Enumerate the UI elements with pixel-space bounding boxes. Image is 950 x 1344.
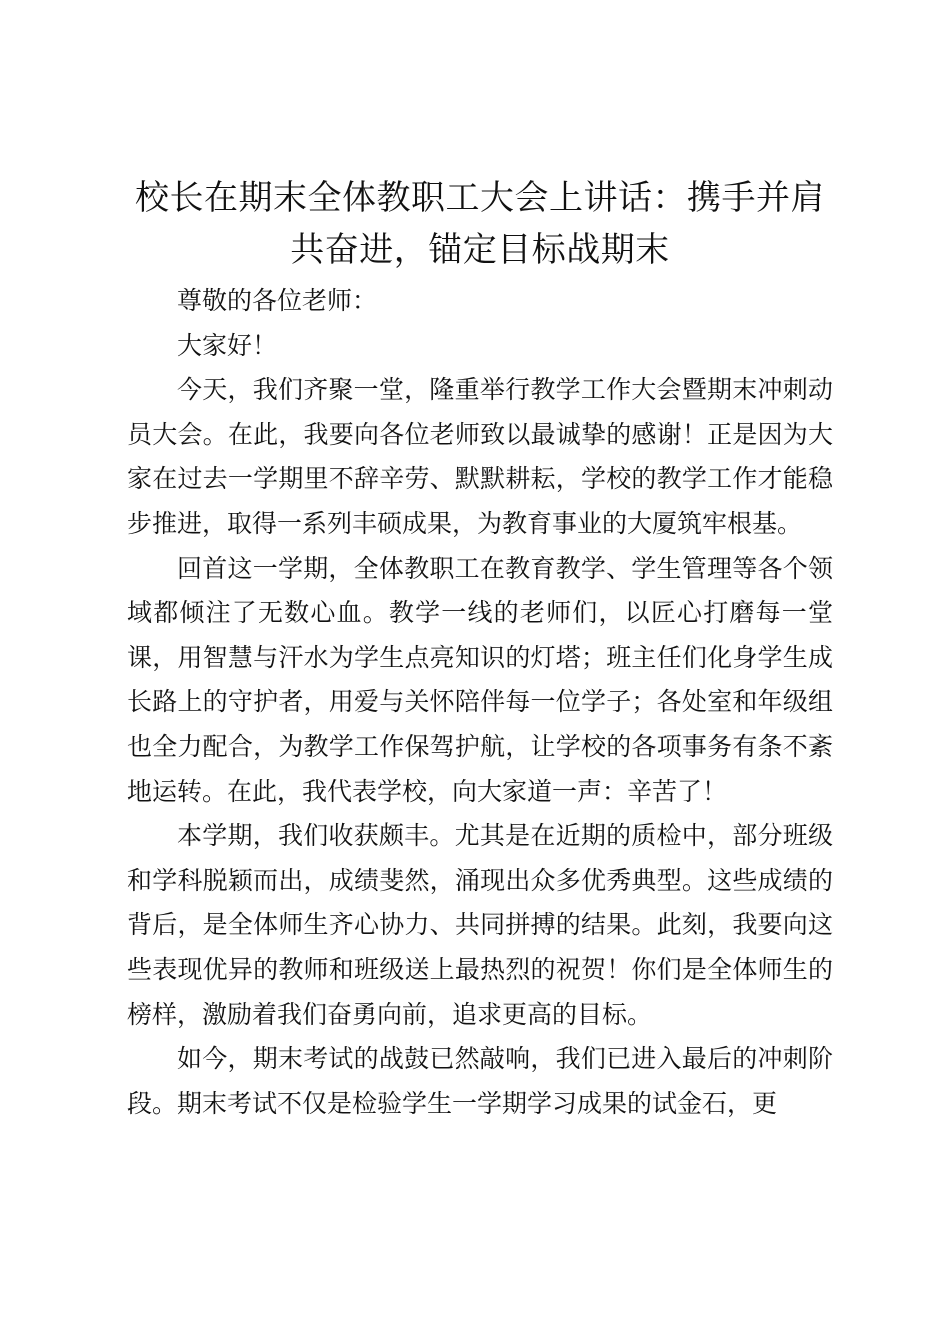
body-paragraph: 回首这一学期，全体教职工在教育教学、学生管理等各个领域都倾注了无数心血。教学一线的老师们，以匠心打磨每一堂课，用智慧与汗水为学生点亮知识的灯塔；班主任们化身学生成长路上的守护者，用爱与关怀陪伴每一位学子；各处室和年级组也全力配合，为教学工作保驾护航，让学校的各项事务有条不紊地运转。在此，我代表学校，向大家道一声：辛苦了！ [127,553,833,806]
title-line-2: 共奋进，锚定目标战期末 [290,230,670,270]
document-body [127,279,833,1126]
document-title [110,172,850,276]
greeting-paragraph: 大家好！ [177,330,278,360]
title-line-1: 校长在期末全体教职工大会上讲话：携手并肩 [135,178,825,218]
body-paragraph: 今天，我们齐聚一堂，隆重举行教学工作大会暨期末冲刺动员大会。在此，我要向各位老师致以最诚挚的感谢！正是因为大家在过去一学期里不辞辛劳、默默耕耘，学校的教学工作才能稳步推进，取得一系列丰硕成果，为教育事业的大厦筑牢根基。 [127,375,833,538]
body-paragraph: 本学期，我们收获颇丰。尤其是在近期的质检中，部分班级和学科脱颖而出，成绩斐然，涌现出众多优秀典型。这些成绩的背后，是全体师生齐心协力、共同拼搏的结果。此刻，我要向这些表现优异的教师和班级送上最热烈的祝贺！你们是全体师生的榜样，激励着我们奋勇向前，追求更高的目标。 [127,821,833,1029]
salutation-paragraph: 尊敬的各位老师： [177,286,378,315]
body-paragraph: 如今，期末考试的战鼓已然敲响，我们已进入最后的冲刺阶段。期末考试不仅是检验学生一学期学习成果的试金石，更 [127,1044,833,1118]
